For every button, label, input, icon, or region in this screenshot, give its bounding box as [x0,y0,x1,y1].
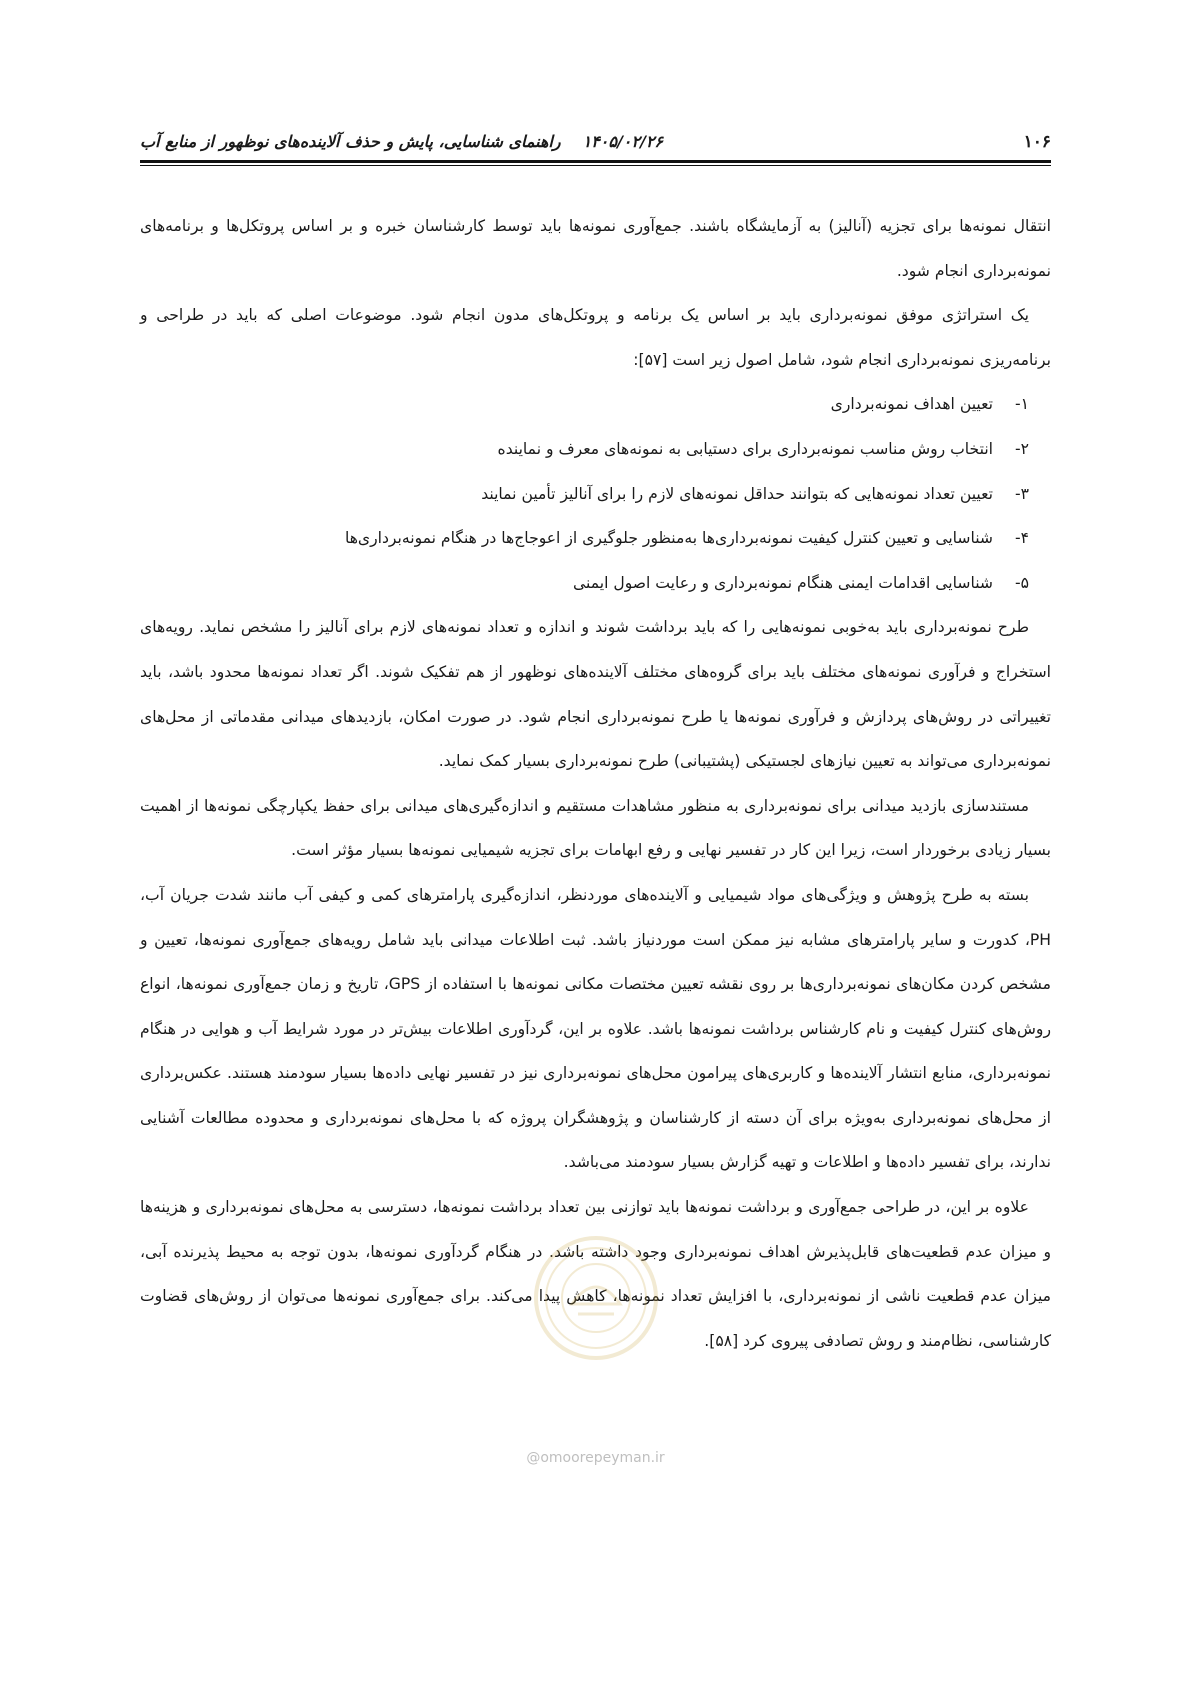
list-item-number: ۲- [1014,439,1029,458]
running-title [140,132,663,151]
header-rule-thick [140,160,1051,163]
watermark-seal-icon [532,1234,660,1362]
paragraph-2: یک استراتژی موفق نمونه‌برداری باید بر اساس یک برنامه و پروتکل‌های مدون انجام شود. موضوعات اصلی که باید در طراحی و برنامه‌ریزی نمونه‌برداری انجام شود، شامل اصول زیر است [۵۷]: [140,306,1051,369]
paragraph-1: انتقال نمونه‌ها برای تجزیه (آنالیز) به آزمایشگاه باشند. جمع‌آوری نمونه‌ها باید توسط کارشناسان خبره و بر اساس پروتکل‌ها و برنامه‌های نمونه‌برداری انجام شود. [140,217,1051,280]
list-item-number: ۳- [1014,484,1029,503]
list-item-text: تعیین تعداد نمونه‌هایی که بتوانند حداقل نمونه‌های لازم را برای آنالیز تأمین نمایند [481,484,993,503]
paragraph-5: بسته به طرح پژوهش و ویژگی‌های مواد شیمیایی و آلاینده‌های موردنظر، اندازه‌گیری پارامترهای کمی و کیفی آب مانند شدت جریان آب، PH، کدورت و سایر پارامترهای مشابه نیز ممکن است موردنیاز باشد. ثبت اطلاعات میدانی باید شامل رویه‌های جمع‌آوری نمونه‌ها، تعیین و مشخص کردن مکان‌های نمونه‌برداری‌ها بر روی نقشه تعیین مختصات مکانی نمونه‌ها با استفاده از GPS، تاریخ و زمان جمع‌آوری نمونه‌ها، انواع روش‌های کنترل کیفیت و نام کارشناس برداشت نمونه‌ها باشد. علاوه بر این، گردآوری اطلاعات بیش‌تر در مورد شرایط آب و هوایی در هنگام نمونه‌برداری، منابع انتشار آلاینده‌ها و کاربری‌های پیرامون محل‌های نمونه‌برداری نیز در تفسیر نهایی داده‌ها بسیار سودمند هستند. عکس‌برداری از محل‌های نمونه‌برداری به‌ویژه برای آن دسته از کارشناسان و پژوهشگران پروژه که با محل‌های نمونه‌برداری و محدوده مطالعات آشنایی ندارند، برای تفسیر داده‌ها و اطلاعات و تهیه گزارش بسیار سودمند می‌باشد. [140,885,1051,1172]
paragraph-3: طرح نمونه‌برداری باید به‌خوبی نمونه‌هایی را که باید برداشت شوند و اندازه و تعداد نمونه‌های لازم برای آنالیز را مشخص نماید. رویه‌های استخراج و فرآوری نمونه‌های مختلف باید برای گروه‌های مختلف آلاینده‌های نوظهور از هم تفکیک شوند. اگر تعداد نمونه‌ها محدود باشد، باید تغییراتی در روش‌های پردازش و فرآوری نمونه‌ها یا طرح نمونه‌برداری انجام شود. در صورت امکان، بازدیدهای میدانی مقدماتی از محل‌های نمونه‌برداری می‌تواند به تعیین نیازهای لجستیکی (پشتیبانی) طرح نمونه‌برداری بسیار کمک نماید. [140,618,1051,771]
watermark-url: @omoorepeyman.ir [526,1450,665,1466]
header-title: راهنمای شناسایی، پایش و حذف آلاینده‌های نوظهور از منابع آب [140,132,561,151]
body-text [140,204,1051,1363]
page-number: ۱۰۶ [1023,132,1051,152]
page-header [140,126,1051,164]
paragraph-6: علاوه بر این، در طراحی جمع‌آوری و برداشت نمونه‌ها باید توازنی بین تعداد برداشت نمونه‌ها، دسترسی به محل‌های نمونه‌برداری و هزینه‌ها و میزان عدم قطعیت‌های قابل‌پذیرش اهداف نمونه‌برداری وجود داشته باشد. در هنگام گردآوری نمونه‌ها، بدون توجه به محیط پذیرنده آبی، میزان عدم قطعیت ناشی از نمونه‌برداری، با افزایش تعداد نمونه‌ها، کاهش پیدا می‌کند. برای جمع‌آوری نمونه‌ها می‌توان از روش‌های قضاوت کارشناسی، نظام‌مند و روش تصادفی پیروی کرد [۵۸]. [140,1198,1051,1350]
list-item-text: انتخاب روش مناسب نمونه‌برداری برای دستیابی به نمونه‌های معرف و نماینده [497,439,993,458]
list-item-number: ۵- [1014,573,1029,592]
list-item-text: تعیین اهداف نمونه‌برداری [830,395,993,414]
list-item-number: ۴- [1014,529,1029,548]
header-rule-thin [140,165,1051,166]
list-item-text: شناسایی اقدامات ایمنی هنگام نمونه‌برداری و رعایت اصول ایمنی [573,573,993,592]
list-item [140,561,1029,606]
header-row [140,132,1051,156]
principles-list [140,382,1051,605]
paragraph-4: مستندسازی بازدید میدانی برای نمونه‌برداری به منظور مشاهدات مستقیم و اندازه‌گیری‌های میدانی برای حفظ یکپارچگی نمونه‌ها از اهمیت بسیار زیادی برخوردار است، زیرا این کار در تفسیر نهایی و رفع ابهامات برای تجزیه شیمیایی نمونه‌ها بسیار مؤثر است. [140,796,1051,860]
list-item-text: شناسایی و تعیین کنترل کیفیت نمونه‌برداری‌ها به‌منظور جلوگیری از اعوجاج‌ها در هنگام نمونه‌برداری‌ها [344,529,993,548]
list-item [140,472,1029,517]
header-date: ۱۴۰۵/۰۲/۲۶ [582,132,663,151]
list-item [140,382,1029,427]
list-item-number: ۱- [1014,395,1029,414]
list-item [140,427,1029,472]
list-item [140,516,1029,561]
